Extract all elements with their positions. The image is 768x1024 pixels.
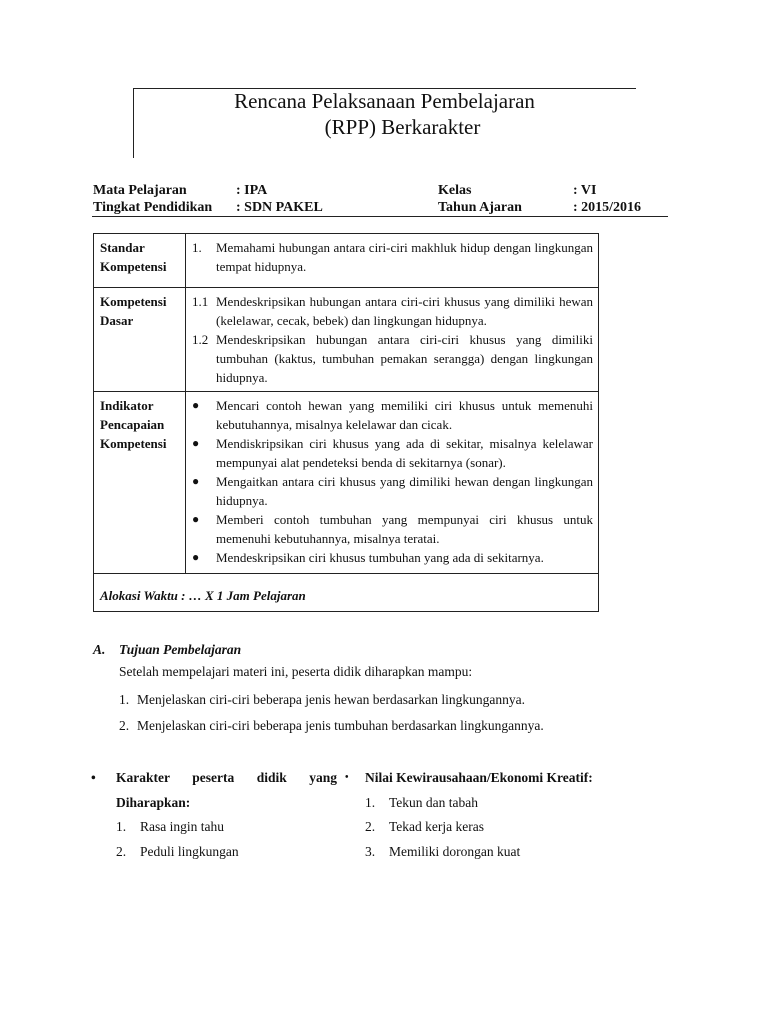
ipk-item-text: Mendiskripsikan ciri khusus yang ada di sekitar, misalnya kelelawar mempunyai alat pendeteksi benda di sekitarnya (sonar). xyxy=(216,436,593,470)
karakter-heading-2: Diharapkan: xyxy=(116,794,191,810)
karakter-item xyxy=(91,815,337,840)
kd-item-num: 1.2 xyxy=(192,332,209,347)
tujuan-item-num: 2. xyxy=(119,718,130,733)
row-alokasi-waktu xyxy=(94,574,599,612)
tujuan-item-text: Menjelaskan ciri-ciri beberapa jenis tumbuhan berdasarkan lingkungannya. xyxy=(137,718,544,733)
info-kelas-value: : VI xyxy=(573,183,597,198)
info-underline xyxy=(92,216,668,217)
kd-item-num: 1.1 xyxy=(192,294,209,309)
karakter-section xyxy=(91,766,337,864)
ipk-item-text: Mencari contoh hewan yang memiliki ciri khusus untuk memenuhi kebutuhannya, misalnya kelelawar dan cicak. xyxy=(216,398,593,432)
kd-content xyxy=(186,288,599,392)
nilai-heading: Nilai Kewirausahaan/Ekonomi Kreatif: xyxy=(365,770,593,785)
ipk-item xyxy=(192,434,593,472)
title-line-1: Rencana Pelaksanaan Pembelajaran xyxy=(234,89,535,113)
bullet-icon: ● xyxy=(192,474,200,488)
tujuan-item xyxy=(93,690,613,710)
info-tahun-label: Tahun Ajaran xyxy=(438,200,522,215)
competency-table xyxy=(93,233,599,612)
row-kompetensi-dasar xyxy=(94,288,599,392)
sk-label: Standar Kompetensi xyxy=(94,234,186,288)
tujuan-intro: Setelah mempelajari materi ini, peserta didik diharapkan mampu: xyxy=(119,664,473,679)
page-title xyxy=(133,88,636,140)
sk-item-text: Memahami hubungan antara ciri-ciri makhluk hidup dengan lingkungan tempat hidupnya. xyxy=(216,240,593,274)
tujuan-heading: Tujuan Pembelajaran xyxy=(119,642,242,657)
kd-item-text: Mendeskripsikan hubungan antara ciri-ciri khusus yang dimiliki hewan (kelelawar, cecak, bebek) dan lingkungan hidupnya. xyxy=(216,294,593,328)
ipk-item xyxy=(192,510,593,548)
tujuan-item-num: 1. xyxy=(119,692,130,707)
bullet-icon: • xyxy=(91,770,96,785)
karakter-item-num: 1. xyxy=(116,819,127,834)
ipk-item xyxy=(192,548,593,567)
info-kelas-label: Kelas xyxy=(438,183,472,198)
nilai-section xyxy=(345,766,681,864)
kd-item xyxy=(192,292,593,330)
kd-item xyxy=(192,330,593,387)
tujuan-item xyxy=(93,716,613,736)
ipk-item-text: Memberi contoh tumbuhan yang mempunyai ciri khusus untuk memenuhi kebutuhannya, misalnya teratai. xyxy=(216,512,593,546)
title-line-2: (RPP) Berkarakter xyxy=(324,115,481,139)
karakter-item-num: 2. xyxy=(116,843,127,859)
bullet-icon: ● xyxy=(192,550,200,564)
bullet-icon: ● xyxy=(192,398,200,412)
nilai-item xyxy=(345,791,681,816)
sk-item-num: 1. xyxy=(192,240,202,255)
ipk-content xyxy=(186,392,599,574)
bullet-icon: ● xyxy=(192,436,200,450)
sk-item xyxy=(192,238,593,276)
ipk-item-text: Mendeskripsikan ciri khusus tumbuhan yang ada di sekitarnya. xyxy=(216,550,544,565)
karakter-item-text: Peduli lingkungan xyxy=(140,843,239,859)
bullet-icon: ● xyxy=(192,512,200,526)
row-standar-kompetensi xyxy=(94,234,599,288)
nilai-item-text: Memiliki dorongan kuat xyxy=(389,843,521,859)
nilai-item xyxy=(345,815,681,840)
tujuan-marker: A. xyxy=(93,642,106,657)
kd-label: Kompetensi Dasar xyxy=(94,288,186,392)
karakter-nilai-columns xyxy=(91,766,681,864)
bullet-icon: • xyxy=(345,772,349,783)
tujuan-section xyxy=(93,640,613,736)
nilai-item-num: 2. xyxy=(365,819,376,834)
info-tingkat-value: : SDN PAKEL xyxy=(236,200,323,215)
nilai-item-num: 3. xyxy=(365,843,376,859)
kd-item-text: Mendeskripsikan hubungan antara ciri-ciri khusus yang dimiliki tumbuhan (kaktus, tumbuhan pemakan serangga) dengan lingkungan hidupnya. xyxy=(216,332,593,385)
document-body xyxy=(91,233,681,864)
info-tahun-value: : 2015/2016 xyxy=(573,200,642,215)
info-mapel-value: : IPA xyxy=(236,183,268,198)
ipk-item-text: Mengaitkan antara ciri khusus yang dimiliki hewan dengan lingkungan hidupnya. xyxy=(216,474,593,508)
info-mapel-label: Mata Pelajaran xyxy=(93,183,187,198)
info-tingkat-label: Tingkat Pendidikan xyxy=(93,200,213,215)
alokasi-waktu: Alokasi Waktu : … X 1 Jam Pelajaran xyxy=(94,574,599,612)
nilai-item xyxy=(345,840,681,865)
karakter-item xyxy=(91,840,337,865)
ipk-item xyxy=(192,472,593,510)
tujuan-item-text: Menjelaskan ciri-ciri beberapa jenis hewan berdasarkan lingkungannya. xyxy=(137,692,525,707)
sk-content xyxy=(186,234,599,288)
nilai-item-num: 1. xyxy=(365,794,376,810)
nilai-item-text: Tekun dan tabah xyxy=(389,794,479,810)
karakter-item-text: Rasa ingin tahu xyxy=(140,819,224,834)
ipk-item xyxy=(192,396,593,434)
nilai-item-text: Tekad kerja keras xyxy=(389,819,485,834)
karakter-heading-1: Karakter peserta didik yang xyxy=(116,770,337,785)
ipk-label: Indikator Pencapaian Kompetensi xyxy=(94,392,186,574)
row-indikator xyxy=(94,392,599,574)
